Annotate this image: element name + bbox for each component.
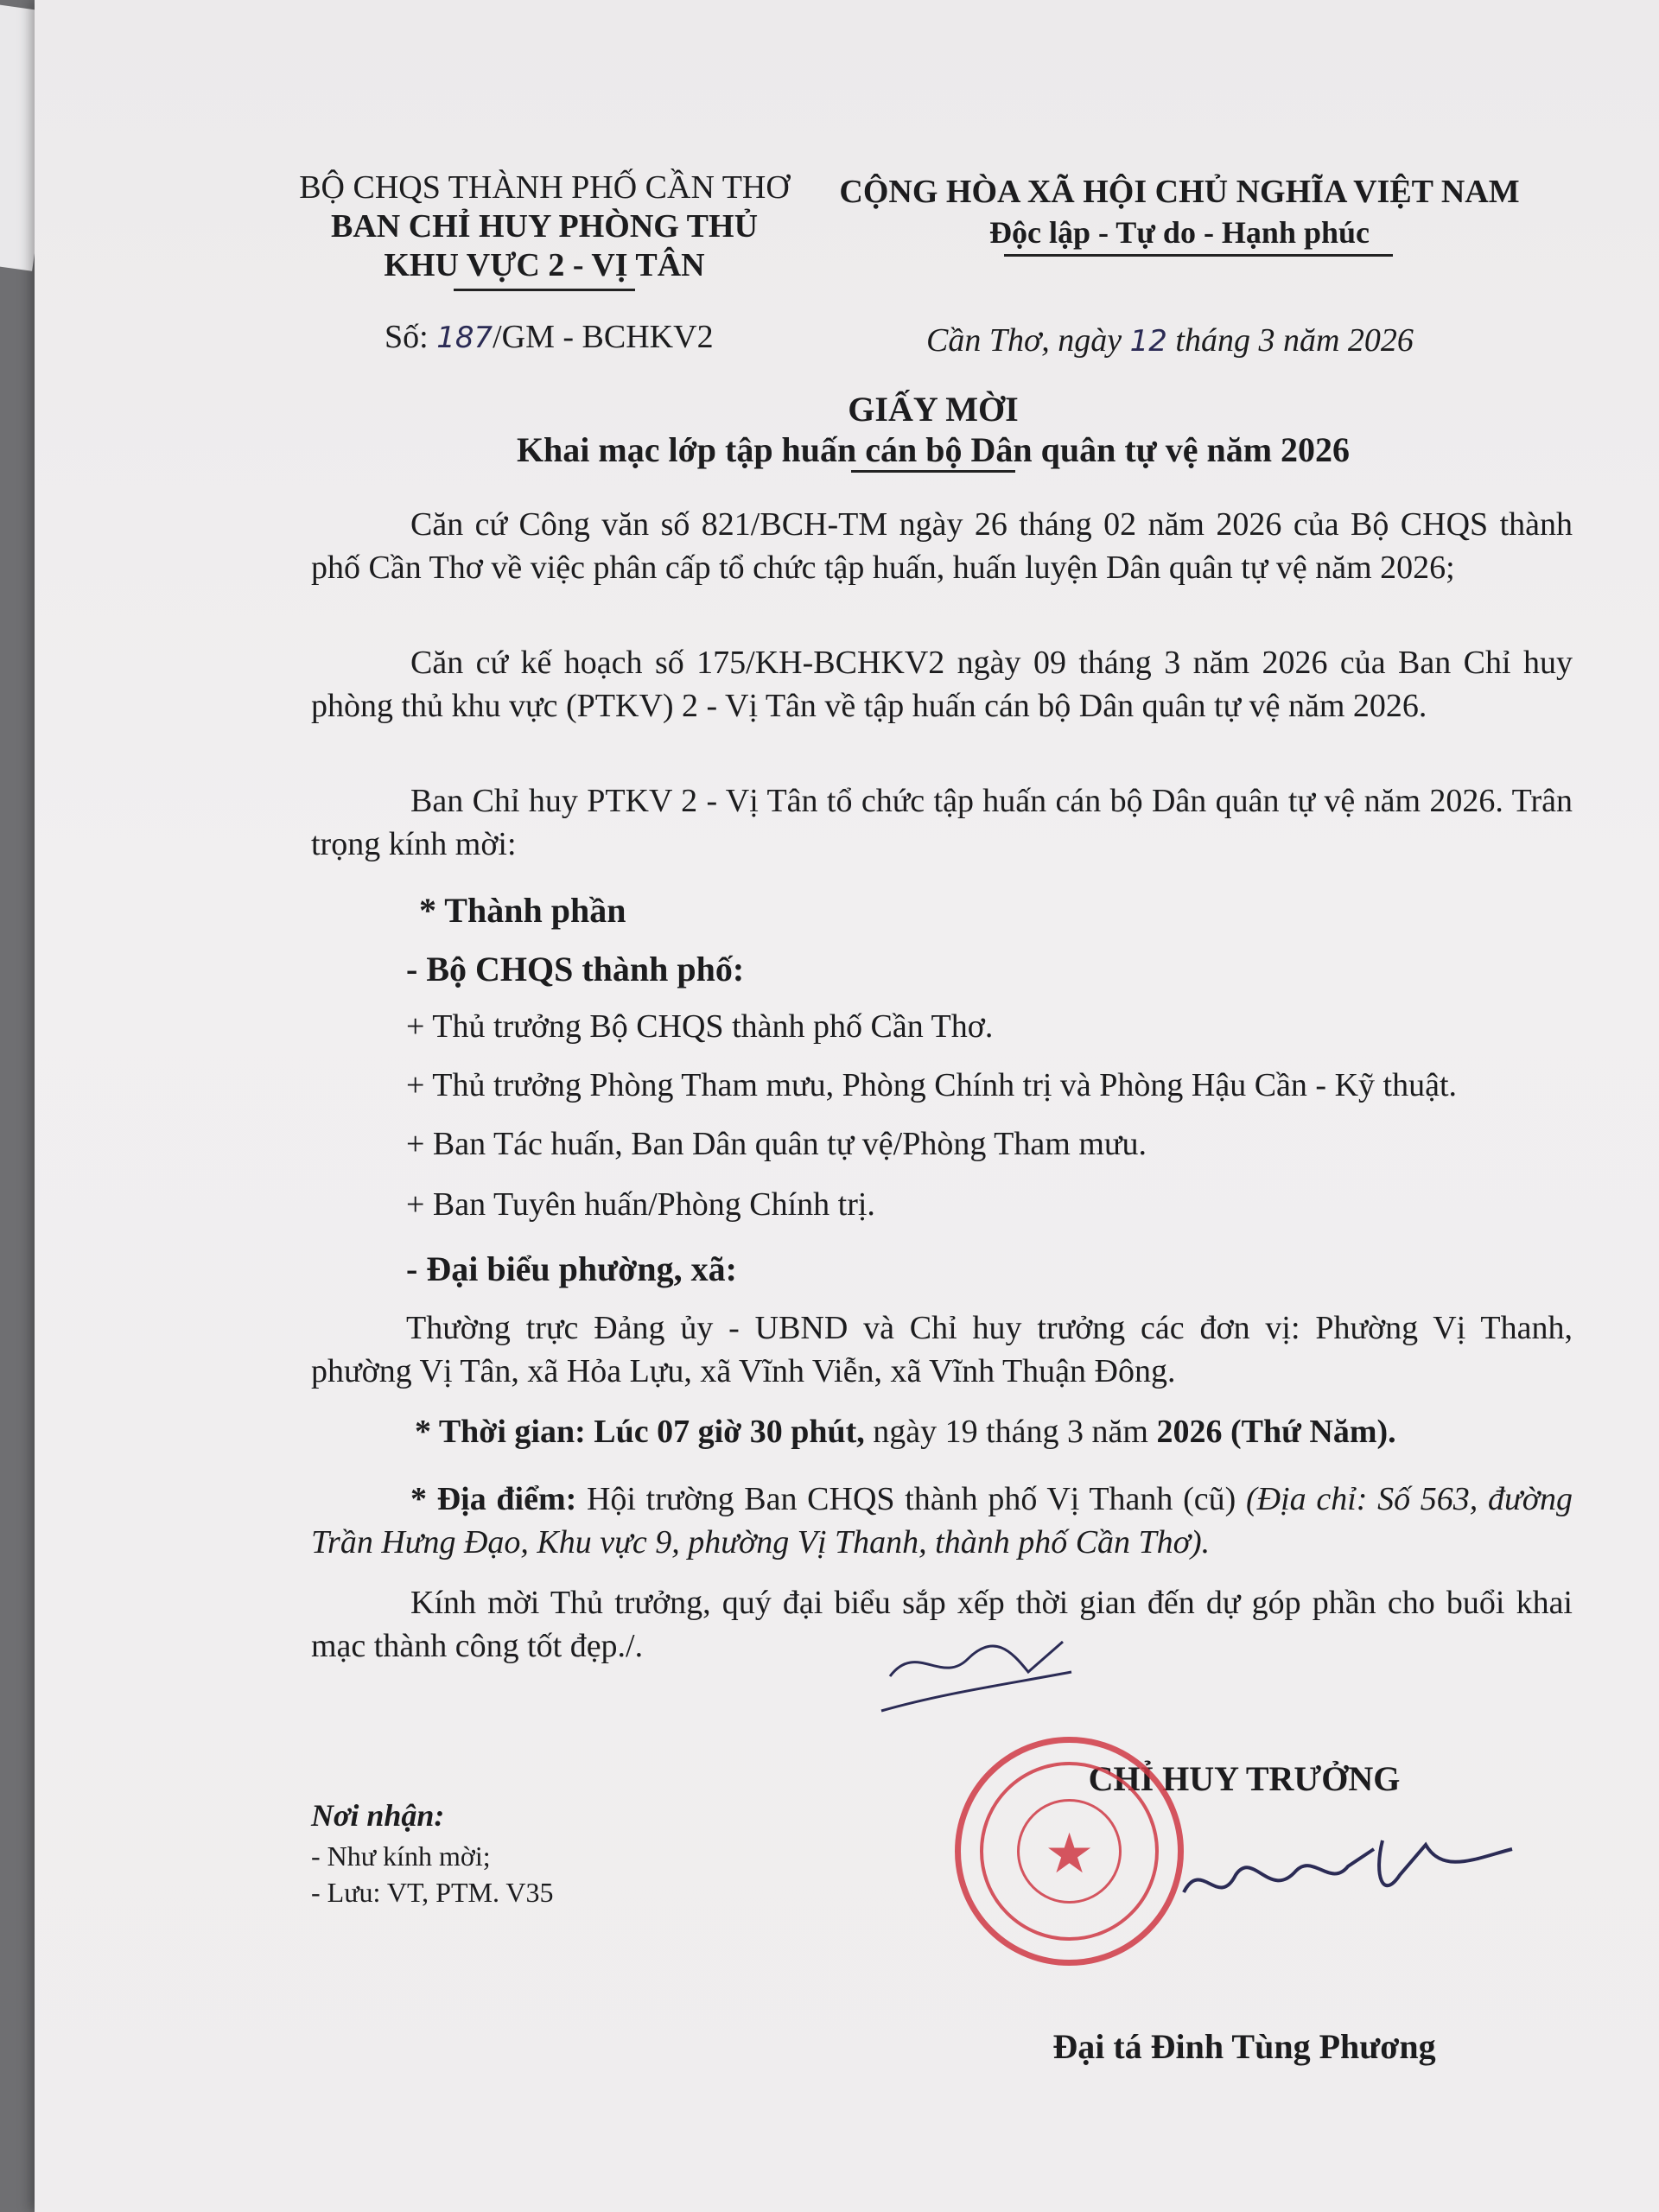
closing-paragraph: Kính mời Thủ trưởng, quý đại biểu sắp xếp thời gian đến dự góp phần cho buổi khai mạc thành công tốt đẹp./. bbox=[311, 1585, 1573, 1664]
place-paragraph bbox=[311, 1478, 1573, 1564]
city-item-3: + Ban Tác huấn, Ban Dân quân tự vệ/Phòng Tham mưu. bbox=[406, 1126, 1147, 1162]
signer-name: Đại tá Đinh Tùng Phương bbox=[1052, 2027, 1436, 2066]
ward-heading: - Đại biểu phường, xã: bbox=[406, 1249, 737, 1288]
national-motto: Độc lập - Tự do - Hạnh phúc bbox=[988, 215, 1370, 250]
time-line bbox=[415, 1413, 1396, 1451]
document-subtitle: Khai mạc lớp tập huấn cán bộ Dân quân tự vệ năm 2026 bbox=[516, 430, 1351, 469]
place-label: * Địa điểm: bbox=[410, 1481, 577, 1517]
seal-star-icon: ★ bbox=[1044, 1823, 1095, 1885]
paragraph-legal-basis-2: Căn cứ kế hoạch số 175/KH-BCHKV2 ngày 09 tháng 3 năm 2026 của Ban Chỉ huy phòng thủ khu vực (PTKV) 2 - Vị Tân về tập huấn cán bộ Dân quân tự vệ năm 2026. bbox=[311, 645, 1573, 724]
subtitle-underline bbox=[851, 470, 1015, 473]
official-seal bbox=[955, 1737, 1184, 1966]
recipient-item-2: - Lưu: VT, PTM. V35 bbox=[311, 1877, 554, 1908]
document-date bbox=[926, 321, 1414, 359]
document-number bbox=[385, 318, 714, 356]
signer-position: CHỈ HUY TRƯỞNG bbox=[1088, 1759, 1401, 1798]
city-heading: - Bộ CHQS thành phố: bbox=[406, 950, 745, 988]
time-year: 2026 bbox=[1156, 1414, 1223, 1450]
motto-underline bbox=[1004, 254, 1393, 257]
date-suffix: tháng 3 năm 2026 bbox=[1175, 322, 1414, 359]
agency-name: BAN CHỈ HUY PHÒNG THỦ bbox=[330, 208, 759, 245]
agency-underline bbox=[454, 289, 635, 291]
ward-paragraph: Thường trực Đảng ủy - UBND và Chỉ huy trưởng các đơn vị: Phường Vị Thanh, phường Vị Tân, xã Hỏa Lựu, xã Vĩnh Viễn, xã Vĩnh Thuận Đông. bbox=[311, 1310, 1573, 1389]
national-title: CỘNG HÒA XÃ HỘI CHỦ NGHĨA VIỆT NAM bbox=[839, 174, 1520, 210]
initials-signature-icon bbox=[864, 1624, 1089, 1719]
paragraph-legal-basis-1: Căn cứ Công văn số 821/BCH-TM ngày 26 tháng 02 năm 2026 của Bộ CHQS thành phố Cần Thơ về việc phân cấp tổ chức tập huấn, huấn luyện Dân quân tự vệ năm 2026; bbox=[311, 506, 1573, 586]
document-title: GIẤY MỜI bbox=[848, 390, 1019, 429]
place-address: (Địa chỉ: Số 563, đường Trần Hưng Đạo, Khu vực 9, phường Vị Thanh, thành phố Cần Thơ). bbox=[311, 1481, 1573, 1560]
recipients-heading: Nơi nhận: bbox=[311, 1798, 445, 1833]
handwritten-signature-icon bbox=[1166, 1823, 1529, 1927]
paragraph-invitation: Ban Chỉ huy PTKV 2 - Vị Tân tổ chức tập huấn cán bộ Dân quân tự vệ năm 2026. Trân trọng kính mời: bbox=[311, 783, 1573, 862]
city-item-1: + Thủ trưởng Bộ CHQS thành phố Cần Thơ. bbox=[406, 1008, 994, 1045]
city-item-2: + Thủ trưởng Phòng Tham mưu, Phòng Chính trị và Phòng Hậu Cần - Kỹ thuật. bbox=[406, 1067, 1457, 1103]
time-weekday: (Thứ Năm). bbox=[1230, 1414, 1396, 1450]
number-suffix: /GM - BCHKV2 bbox=[493, 319, 714, 355]
date-day-handwritten: 12 bbox=[1129, 324, 1167, 359]
date-prefix: Cần Thơ, ngày bbox=[926, 322, 1122, 359]
composition-heading: * Thành phần bbox=[419, 891, 626, 930]
number-prefix: Số: bbox=[385, 319, 429, 355]
agency-parent-name: BỘ CHQS THÀNH PHỐ CẦN THƠ bbox=[299, 169, 790, 206]
number-handwritten: 187 bbox=[436, 321, 493, 355]
agency-area: KHU VỰC 2 - VỊ TÂN bbox=[384, 247, 705, 283]
document-page bbox=[35, 0, 1659, 2212]
recipient-item-1: - Như kính mời; bbox=[311, 1840, 491, 1872]
time-value: Lúc 07 giờ 30 phút, bbox=[594, 1414, 865, 1450]
city-item-4: + Ban Tuyên huấn/Phòng Chính trị. bbox=[406, 1186, 875, 1223]
place-value: Hội trường Ban CHQS thành phố Vị Thanh (cũ) bbox=[586, 1481, 1236, 1517]
time-date: ngày 19 tháng 3 năm bbox=[873, 1414, 1148, 1450]
time-label: * Thời gian: bbox=[415, 1414, 586, 1450]
